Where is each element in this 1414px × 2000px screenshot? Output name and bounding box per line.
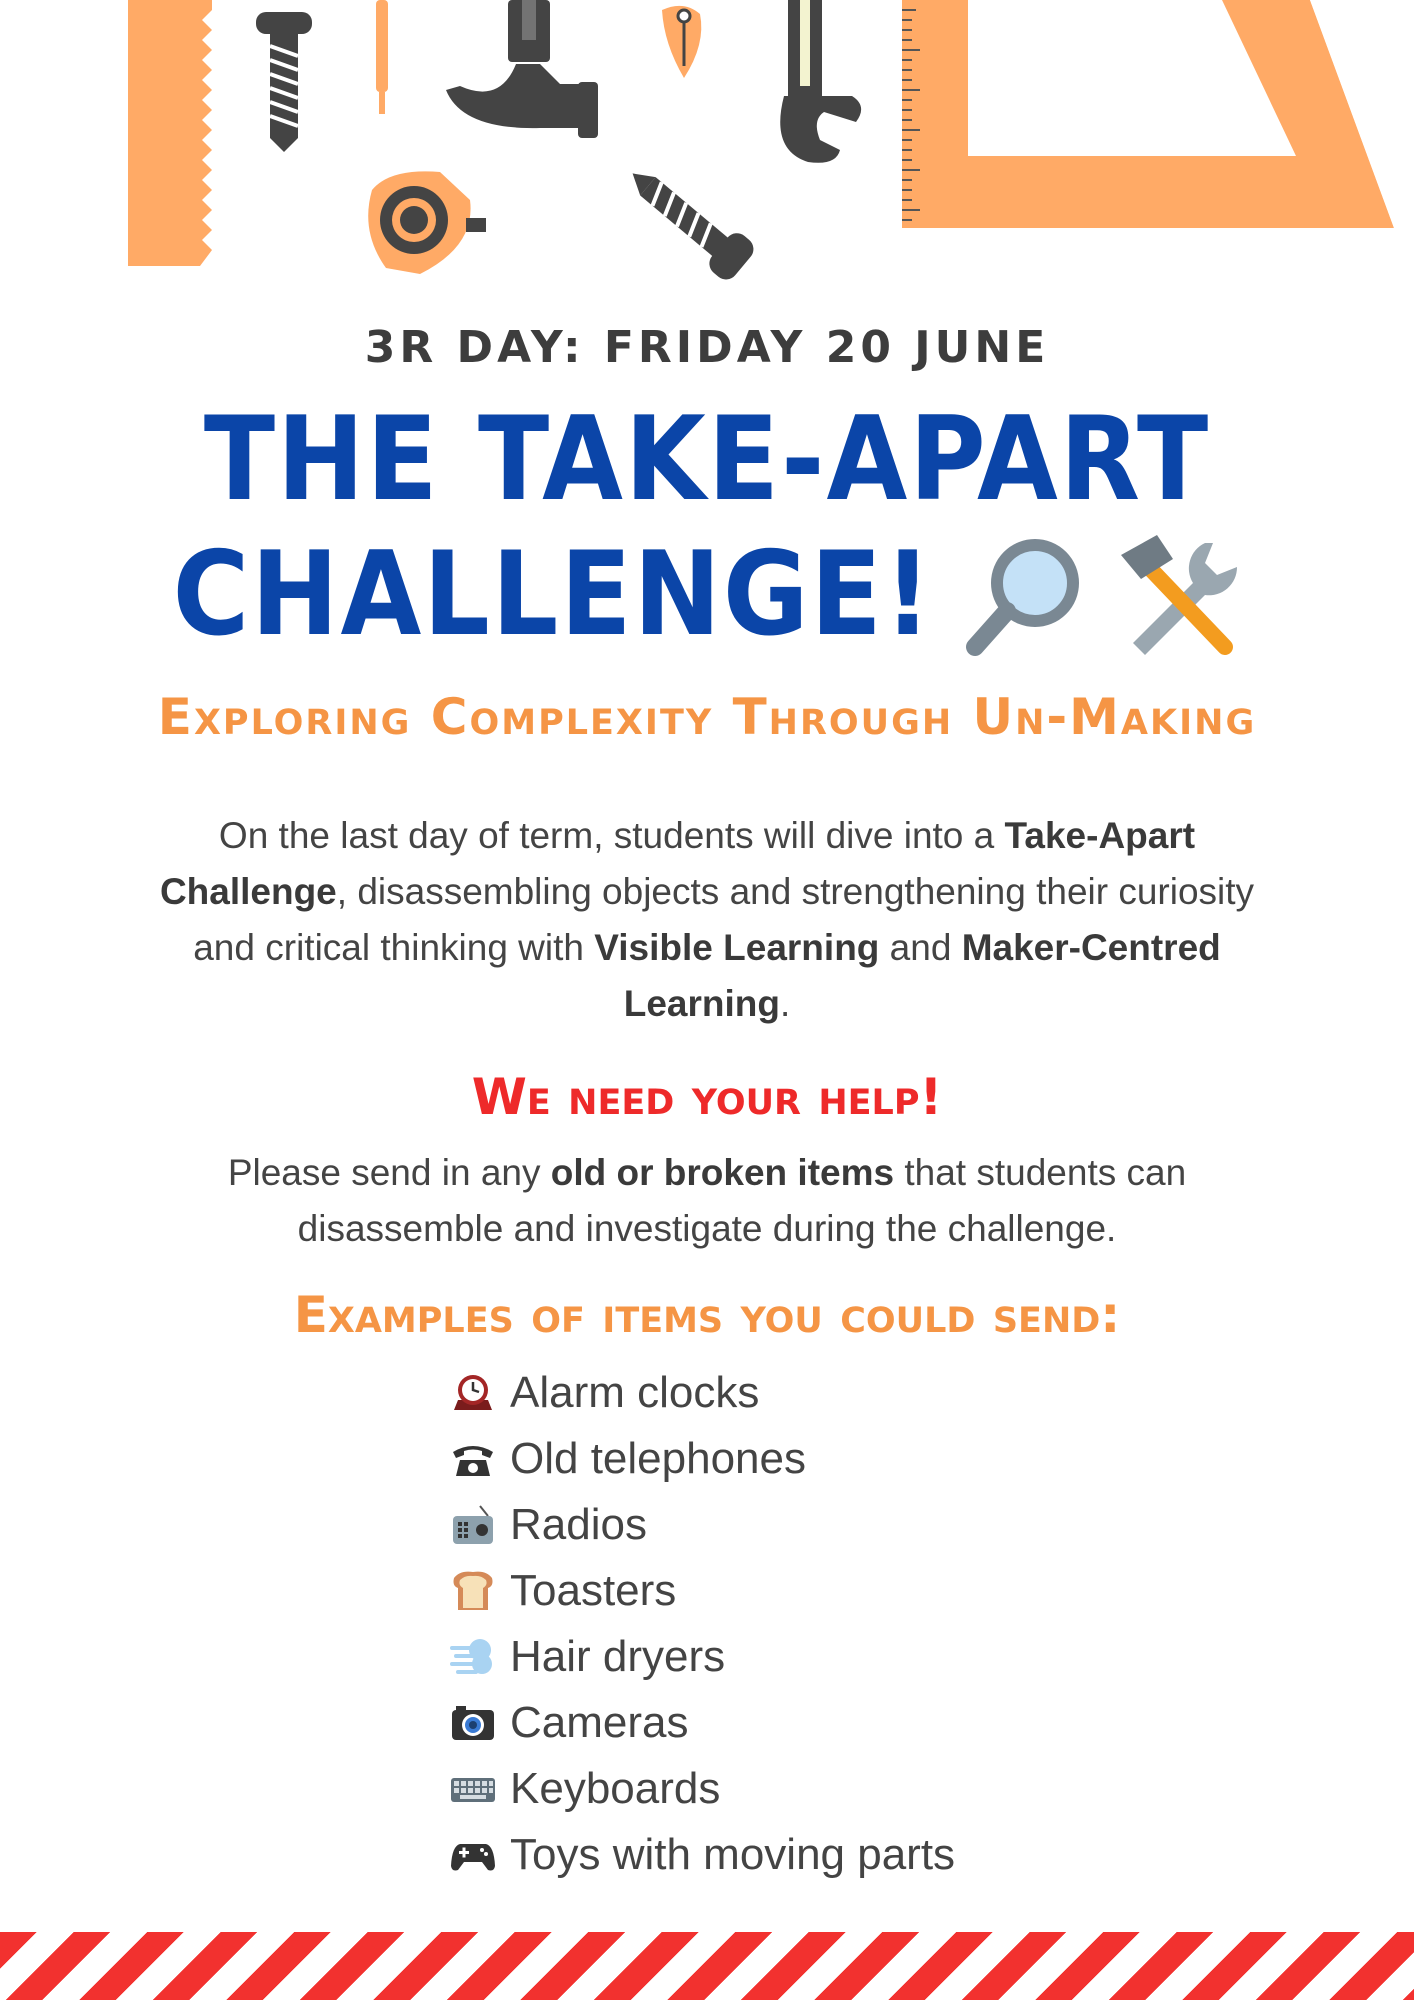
magnifier-icon [959,531,1087,659]
help-text: that students can disassemble and investigate during the challenge. [297,1152,1187,1249]
help-text: Please send in any [227,1152,551,1193]
hammer-wrench-icon [1113,531,1241,659]
hammer-icon [446,0,598,138]
list-item [450,1756,955,1822]
intro-paragraph [140,808,1274,1032]
tape-measure-icon [368,171,486,274]
intro-bold-take-apart: Take-Apart Challenge [159,815,1196,912]
nib-icon [662,6,701,78]
keyboard-icon [450,1766,496,1812]
page-title-line1: THE TAKE-APART [203,392,1211,527]
hazard-stripe-border [0,1932,1414,2000]
set-square-icon [902,0,1414,228]
title-row [172,527,1242,662]
help-paragraph [140,1145,1274,1257]
wind-icon [450,1634,496,1680]
list-item-label: Toys with moving parts [510,1830,956,1879]
list-item [450,1360,955,1426]
list-item [450,1492,955,1558]
list-item-label: Radios [510,1500,647,1549]
camera-icon [450,1700,496,1746]
saw-icon [128,0,212,266]
list-item-label: Hair dryers [510,1632,726,1681]
screw-angled-icon [617,155,758,280]
radio-icon [450,1502,496,1548]
list-item [450,1558,955,1624]
intro-bold-maker-learning: Maker-Centred Learning [623,927,1221,1024]
bread-icon [450,1568,496,1614]
subtitle: Exploring Complexity Through Un-Making [157,688,1257,746]
alarm-clock-icon [450,1370,496,1416]
intro-text: On the last day of term, students will dive into a [218,815,1005,856]
screw-icon [256,12,312,152]
page-title-line2-row [0,527,1414,662]
list-item [450,1690,955,1756]
list-item [450,1624,955,1690]
game-controller-icon [450,1832,496,1878]
list-item [450,1822,955,1888]
list-item-label: Alarm clocks [510,1368,760,1417]
list-item-label: Keyboards [510,1764,721,1813]
examples-heading: Examples of items you could send: [293,1286,1121,1344]
event-date-heading: 3R DAY: FRIDAY 20 JUNE [364,322,1050,373]
intro-bold-visible-learning: Visible Learning [594,927,880,968]
list-item [450,1426,955,1492]
telephone-icon [450,1436,496,1482]
list-item-label: Old telephones [510,1434,806,1483]
list-item-label: Toasters [510,1566,677,1615]
intro-text: and [879,927,962,968]
page-title-line2: CHALLENGE! [172,527,934,662]
list-item-label: Cameras [510,1698,689,1747]
screwdriver-icon [376,0,388,114]
intro-text: , disassembling objects and strengthening their curiosity and critical thinking with [193,871,1255,968]
examples-list [450,1360,955,1888]
wrench-icon [780,0,861,163]
help-bold-items: old or broken items [550,1152,895,1193]
tools-illustration [0,0,1414,280]
intro-text: . [779,983,791,1024]
help-heading: We need your help! [471,1068,943,1126]
